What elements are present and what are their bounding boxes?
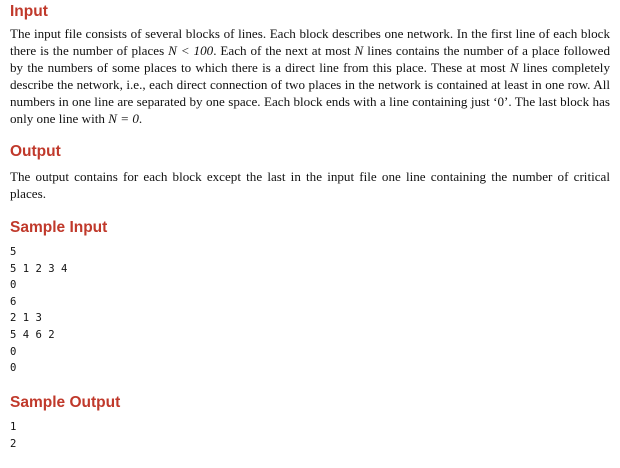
input-math-3: N <box>509 60 519 75</box>
sample-input-line: 0 <box>10 279 17 292</box>
input-heading: Input <box>10 3 48 20</box>
input-math-4: N = 0 <box>108 111 139 126</box>
sample-input-line: 0 <box>10 345 17 358</box>
input-math-2: N <box>354 43 364 58</box>
sample-input-line: 5 <box>10 246 17 258</box>
sample-input-heading: Sample Input <box>10 219 108 236</box>
sample-output-line: 2 <box>10 437 17 450</box>
input-text-2: . Each of the next at most <box>213 43 355 58</box>
sample-input-line: 6 <box>10 295 17 308</box>
output-heading: Output <box>10 143 61 160</box>
input-description <box>10 25 610 127</box>
input-text-3: lines contains the number of a place followed by the numbers of some places to which there is a direct line from this place. These at most <box>10 43 610 75</box>
sample-output-heading: Sample Output <box>10 394 121 411</box>
input-math-1: N < 100 <box>168 43 214 58</box>
sample-input-line: 5 4 6 2 <box>10 328 55 341</box>
sample-input-block <box>10 244 67 377</box>
output-description: The output contains for each block except the last in the input file one line containing the number of critical places. <box>10 169 610 201</box>
input-text-1: The input file consists of several blocks of lines. Each block describes one network. In the first line of each block there is the number of places <box>10 26 610 58</box>
sample-output-line: 1 <box>10 421 17 433</box>
input-text-5: . <box>138 111 143 126</box>
sample-output-block <box>10 419 16 452</box>
sample-input-line: 2 1 3 <box>10 312 42 325</box>
input-text-4: lines completely describe the network, i.e., each direct connection of two places in the network is contained at least in one row. All numbers in one line are separated by one space. Each block ends with a line containing just ‘0’. The last block has only one line with <box>10 60 610 126</box>
sample-input-line: 5 1 2 3 4 <box>10 262 68 275</box>
sample-input-line: 0 <box>10 362 17 375</box>
